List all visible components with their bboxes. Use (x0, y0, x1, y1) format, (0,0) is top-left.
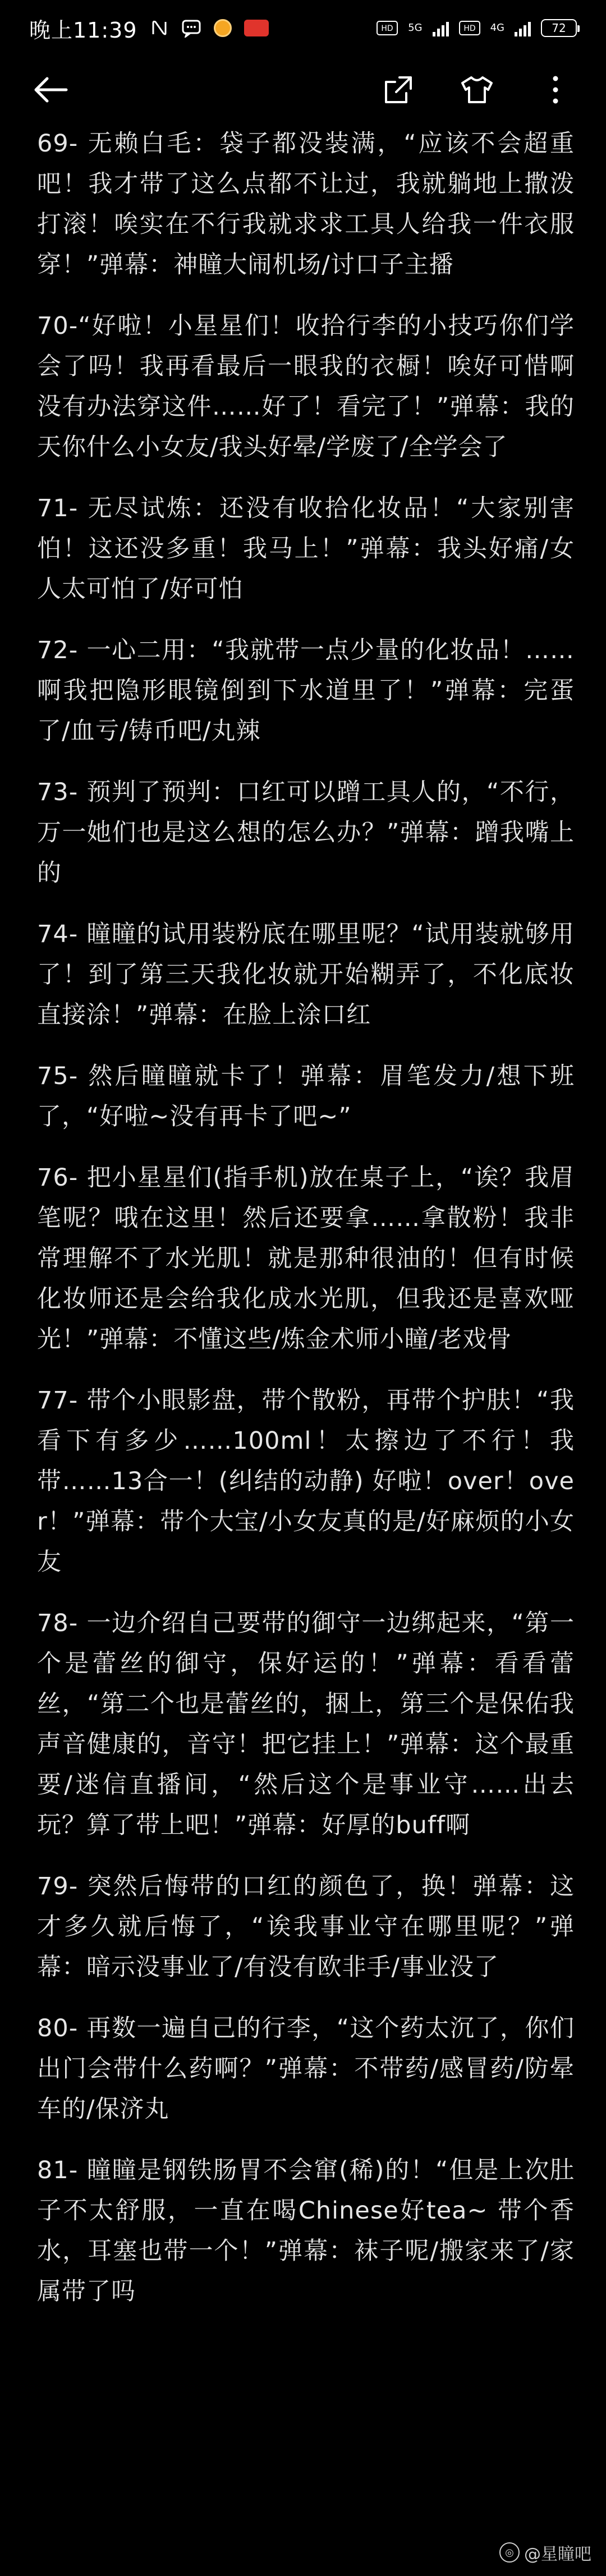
list-item: 77- 带个小眼影盘，带个散粉，再带个护肤！“我看下有多少……100ml！太擦边了不行！我带……13合一！(纠结的动静) 好啦！over！over！”弹幕：带个大宝/小女友真的是/好麻烦的小女友 (37, 1386, 575, 1576)
network-1-label: 5G (408, 22, 423, 34)
tieba-logo-icon: ◎ (499, 2542, 520, 2563)
toolbar-right (370, 62, 584, 118)
watermark (499, 2540, 591, 2565)
share-icon (383, 74, 414, 105)
weibo-icon (214, 19, 232, 37)
list-item: 74- 瞳瞳的试用装粉底在哪里呢？“试用装就够用了！到了第三天我化妆就开始糊弄了，不化底妆直接涂！”弹幕：在脸上涂口红 (37, 920, 575, 1029)
status-right (377, 19, 577, 37)
post-content (0, 123, 606, 2312)
theme-button[interactable] (449, 62, 505, 118)
status-left (29, 13, 269, 44)
more-button[interactable] (527, 62, 584, 118)
hd-icon (377, 21, 398, 35)
message-icon (181, 19, 201, 38)
list-item: 79- 突然后悔带的口红的颜色了，换！弹幕：这才多久就后悔了，“诶我事业守在哪里呢？”弹幕：暗示没事业了/有没有欧非手/事业没了 (37, 1872, 575, 1981)
signal-1-icon (433, 20, 449, 36)
battery-icon: 72 (541, 19, 577, 37)
back-arrow-icon (33, 76, 68, 104)
hd-icon-2 (459, 21, 480, 35)
status-bar (0, 0, 606, 56)
svg-text:HD: HD (463, 24, 476, 33)
list-item: 71- 无尽试炼：还没有收拾化妆品！“大家别害怕！这还没多重！我马上！”弹幕：我头好痛/女人太可怕了/好可怕 (37, 494, 575, 603)
network-2-label: 4G (490, 22, 504, 34)
list-item: 73- 预判了预判：口红可以蹭工具人的，“不行，万一她们也是这么想的怎么办？”弹幕：蹭我嘴上的 (37, 778, 575, 887)
list-item: 69- 无赖白毛：袋子都没装满，“应该不会超重吧！我才带了这么点都不让过，我就躺地上撒泼打滚！唉实在不行我就求求工具人给我一件衣服穿！”弹幕：神瞳大闹机场/讨口子主播 (37, 130, 575, 279)
list-item: 72- 一心二用：“我就带一点少量的化妆品！……啊我把隐形眼镜倒到下水道里了！”弹幕：完蛋了/血亏/铸币吧/丸辣 (37, 636, 575, 745)
share-button[interactable] (370, 62, 426, 118)
app-badge-icon (244, 20, 269, 36)
list-item: 78- 一边介绍自己要带的御守一边绑起来，“第一个是蕾丝的御守，保好运的！”弹幕：看看蕾丝，“第二个也是蕾丝的，捆上，第三个是保佑我声音健康的，音守！把它挂上！”弹幕：这个最重要/迷信直播间，“然后这个是事业守……出去玩？算了带上吧！”弹幕：好厚的buff啊 (37, 1609, 575, 1839)
tshirt-icon (460, 74, 494, 105)
back-button[interactable] (22, 62, 79, 118)
list-item: 76- 把小星星们(指手机)放在桌子上，“诶？我眉笔呢？哦在这里！然后还要拿……拿散粉！我非常理解不了水光肌！就是那种很油的！但有时候化妆师还是会给我化成水光肌，但我还是喜欢哑光！”弹幕：不懂这些/炼金术师小瞳/老戏骨 (37, 1164, 575, 1353)
list-item: 81- 瞳瞳是钢铁肠胃不会窜(稀)的！“但是上次肚子不太舒服，一直在喝Chinese好tea~ 带个香水，耳塞也带一个！”弹幕：袜子呢/搬家来了/家属带了吗 (37, 2156, 575, 2306)
toolbar (0, 56, 606, 123)
list-item: 70-“好啦！小星星们！收拾行李的小技巧你们学会了吗！我再看最后一眼我的衣橱！唉好可惜啊没有办法穿这件……好了！看完了！”弹幕：我的天你什么小女友/我头好晕/学废了/全学会了 (37, 312, 575, 461)
nfc-icon (150, 19, 169, 38)
list-item: 75- 然后瞳瞳就卡了！弹幕：眉笔发力/想下班了，“好啦~没有再卡了吧~” (37, 1062, 575, 1131)
more-vertical-icon (550, 74, 561, 105)
watermark-text: @星瞳吧 (524, 2545, 591, 2564)
status-time: 晚上11:39 (29, 17, 137, 43)
svg-text:HD: HD (381, 24, 393, 33)
list-item: 80- 再数一遍自己的行李，“这个药太沉了，你们出门会带什么药啊？”弹幕：不带药/感冒药/防晕车的/保济丸 (37, 2014, 575, 2123)
signal-2-icon (515, 20, 531, 36)
